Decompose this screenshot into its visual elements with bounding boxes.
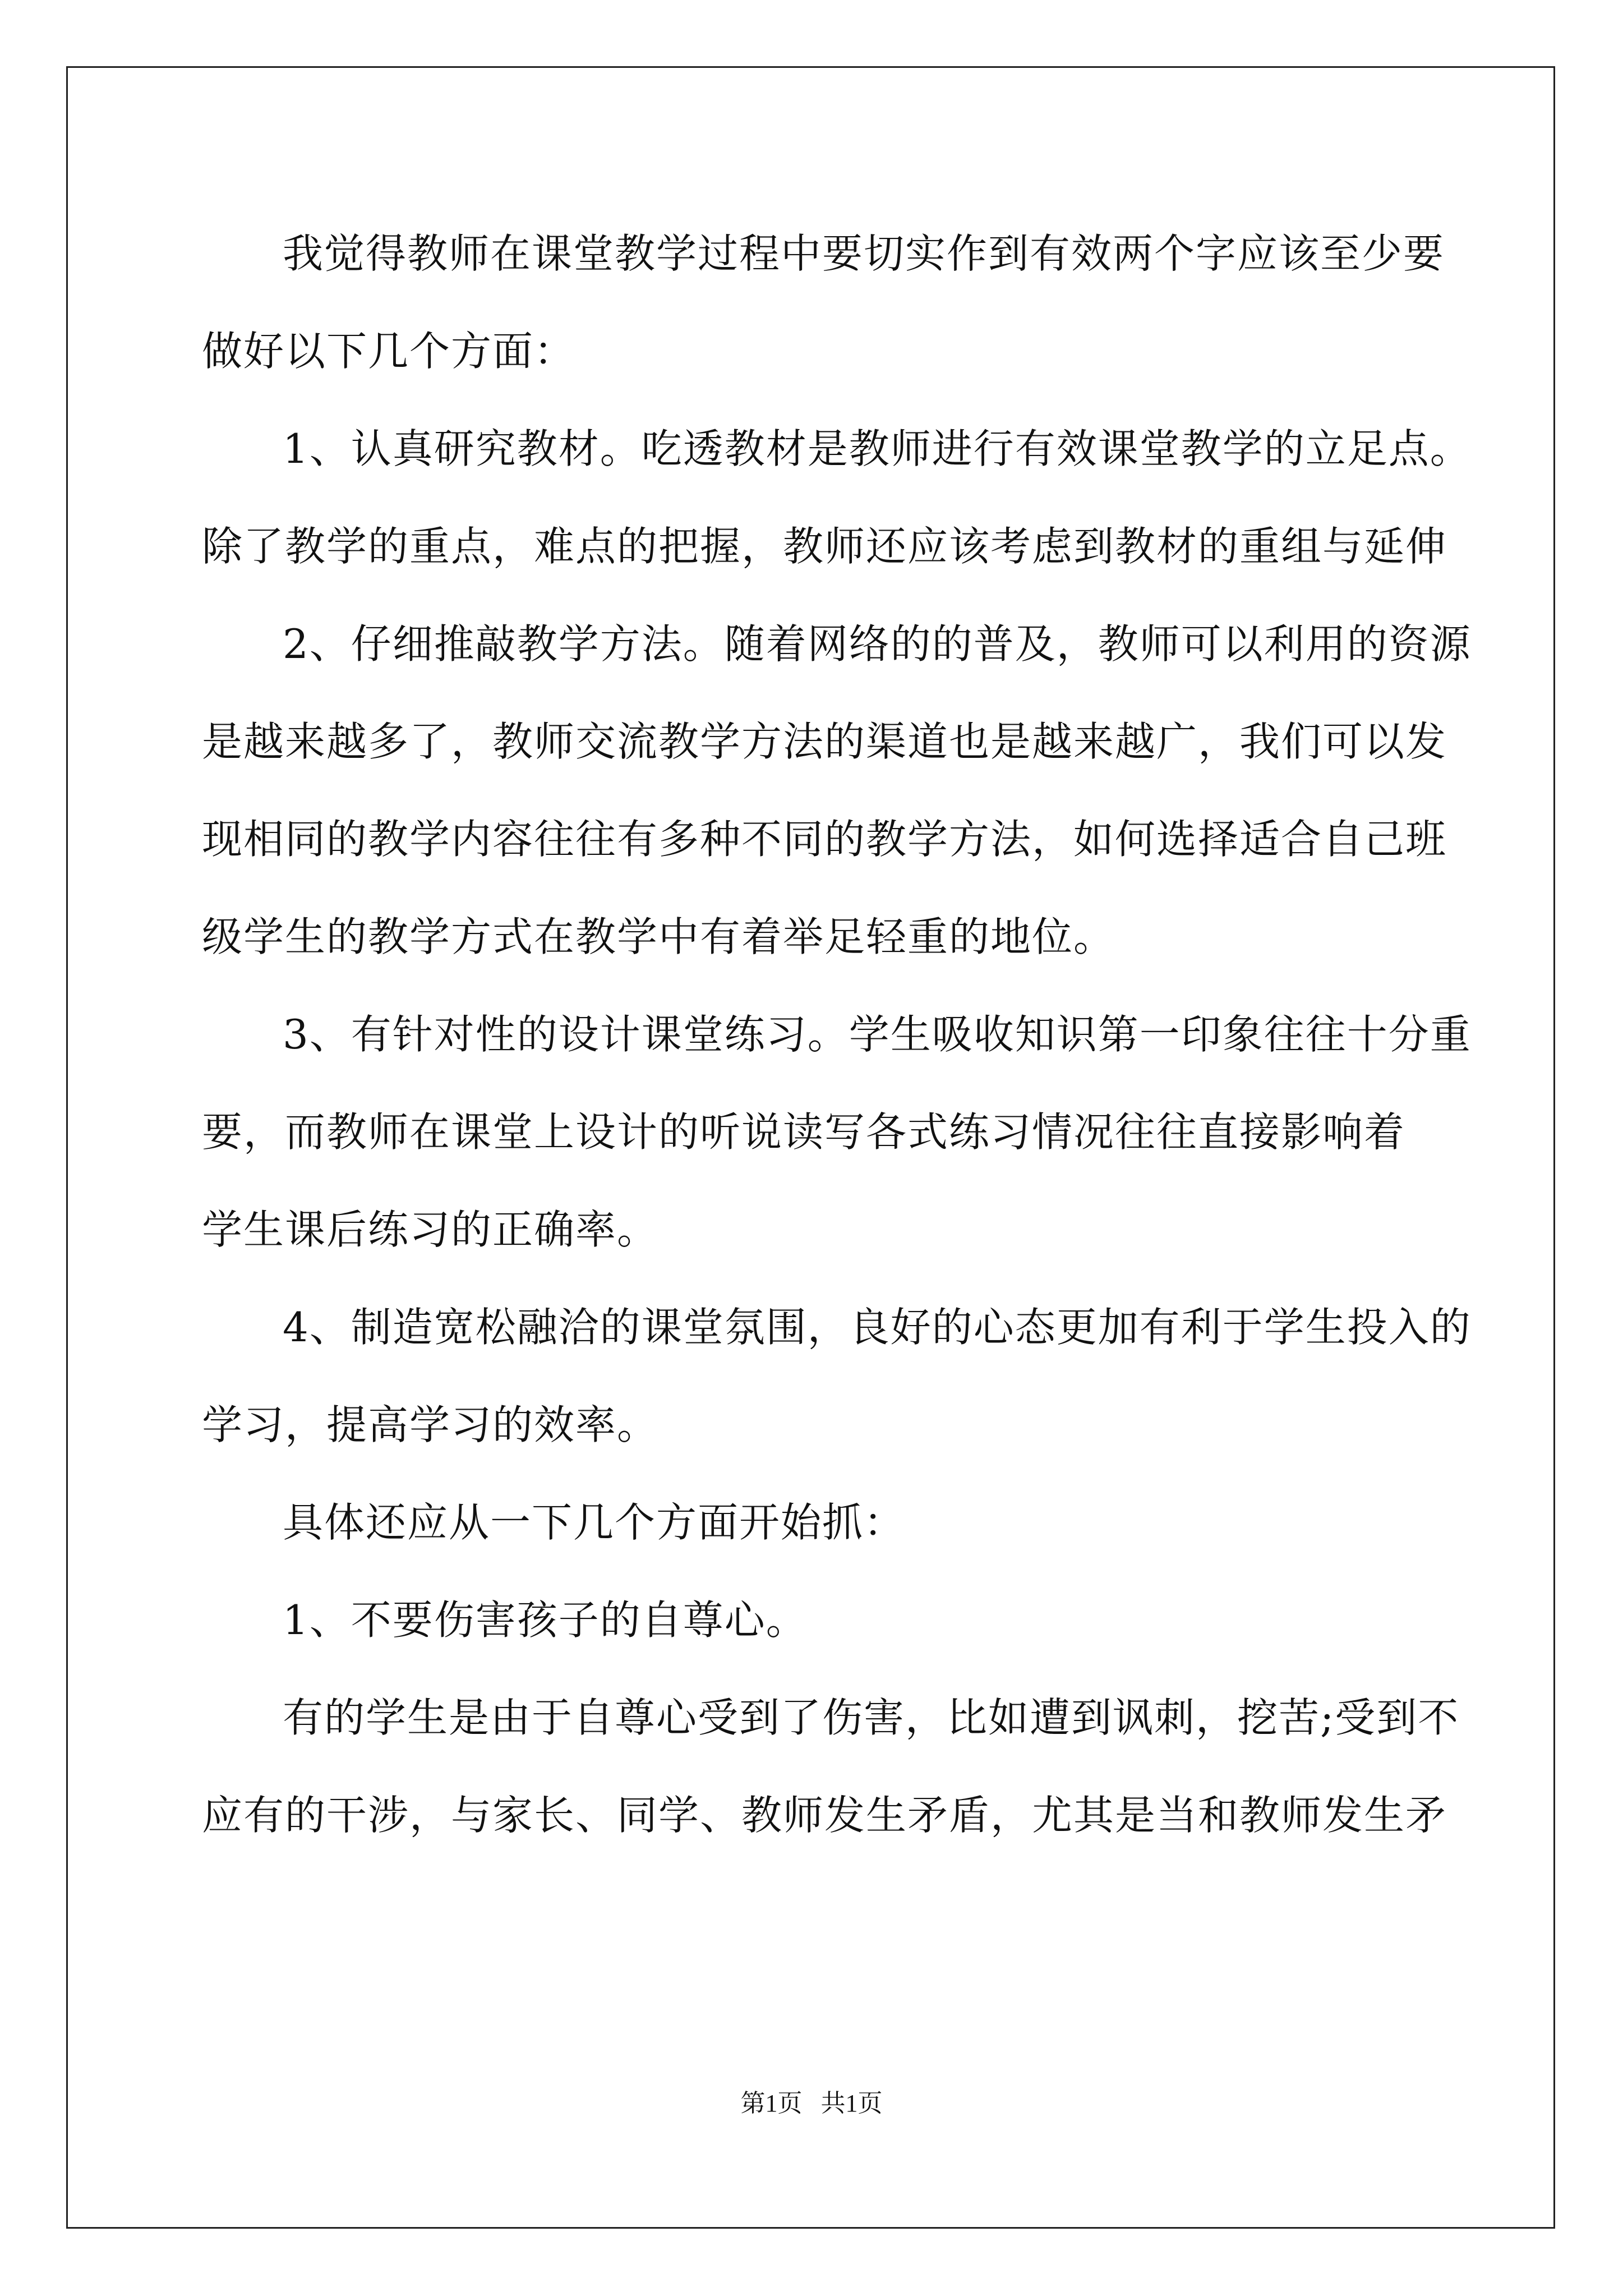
text-line-6: 是越来越多了，教师交流教学方法的渠道也是越来越广，我们可以发 bbox=[202, 718, 1447, 765]
text-line-9: 3、有针对性的设计课堂练习。学生吸收知识第一印象往往十分重 bbox=[283, 1011, 1472, 1058]
text-line-11: 学生课后练习的正确率。 bbox=[202, 1206, 659, 1253]
text-line-12: 4、制造宽松融洽的课堂氛围，良好的心态更加有利于学生投入的 bbox=[283, 1304, 1472, 1351]
text-line-2: 做好以下几个方面： bbox=[202, 328, 576, 375]
text-line-17: 应有的干涉，与家长、同学、教师发生矛盾，尤其是当和教师发生矛 bbox=[202, 1792, 1447, 1839]
text-line-5: 2、仔细推敲教学方法。随着网络的的普及，教师可以利用的资源 bbox=[283, 620, 1472, 668]
text-line-7: 现相同的教学内容往往有多种不同的教学方法，如何选择适合自己班 bbox=[202, 816, 1447, 863]
document-body bbox=[202, 219, 1472, 1878]
text-line-8: 级学生的教学方式在教学中有着举足轻重的地位。 bbox=[202, 913, 1115, 960]
text-line-10: 要，而教师在课堂上设计的听说读写各式练习情况往往直接影响着 bbox=[202, 1108, 1406, 1156]
text-line-1: 我觉得教师在课堂教学过程中要切实作到有效两个字应该至少要 bbox=[283, 230, 1445, 277]
text-line-13: 学习，提高学习的效率。 bbox=[202, 1401, 659, 1448]
text-line-4: 除了教学的重点，难点的把握，教师还应该考虑到教材的重组与延伸 bbox=[202, 523, 1447, 570]
page-number-footer: 第1页 共1页 bbox=[740, 2090, 883, 2117]
text-line-14: 具体还应从一下几个方面开始抓： bbox=[283, 1499, 906, 1546]
text-line-16: 有的学生是由于自尊心受到了伤害，比如遭到讽刺，挖苦;受到不 bbox=[283, 1694, 1460, 1741]
text-line-15: 1、不要伤害孩子的自尊心。 bbox=[283, 1596, 808, 1644]
text-line-3: 1、认真研究教材。吃透教材是教师进行有效课堂教学的立足点。 bbox=[283, 425, 1472, 472]
